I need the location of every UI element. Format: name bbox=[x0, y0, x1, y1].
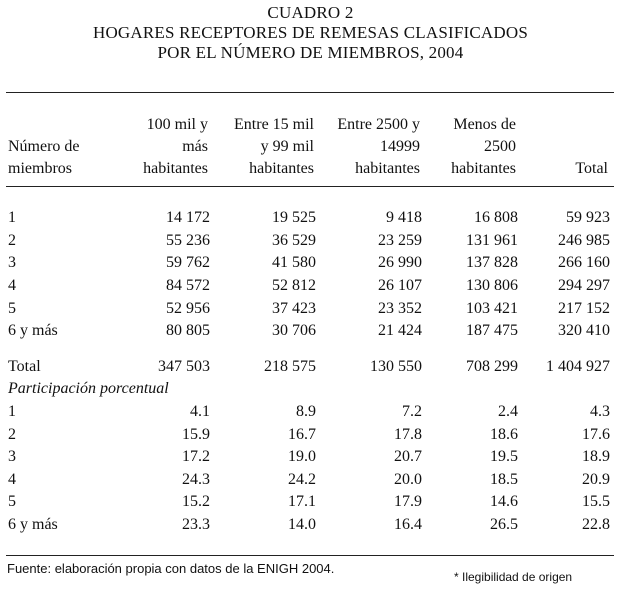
cell: 9 418 bbox=[386, 209, 422, 227]
header-line: 14999 bbox=[380, 138, 420, 155]
cell: 347 503 bbox=[158, 357, 210, 375]
cell: 15.5 bbox=[582, 493, 610, 511]
cell: 14.6 bbox=[490, 493, 518, 511]
table-row bbox=[6, 446, 610, 469]
table-row bbox=[6, 514, 610, 537]
cell: 16.7 bbox=[288, 425, 316, 443]
cell: 59 762 bbox=[166, 254, 210, 272]
cell: 23.3 bbox=[182, 516, 210, 534]
cell: 19 525 bbox=[272, 209, 316, 227]
row-label: 2 bbox=[8, 425, 16, 443]
cell: 187 475 bbox=[466, 322, 518, 340]
header-line: Entre 2500 y bbox=[337, 116, 420, 133]
cell: 130 550 bbox=[370, 357, 422, 375]
cell: 1 404 927 bbox=[546, 357, 610, 375]
bottom-rule bbox=[6, 555, 614, 556]
header-label-line: Número de bbox=[8, 138, 80, 155]
row-label: 2 bbox=[8, 231, 16, 249]
header-line: 100 mil y bbox=[146, 116, 208, 133]
cell: 19.0 bbox=[288, 448, 316, 466]
header-line: Total bbox=[575, 160, 608, 177]
table-row bbox=[6, 423, 610, 446]
cell: 103 421 bbox=[466, 299, 518, 317]
row-label: 1 bbox=[8, 403, 16, 421]
header-2500-14999 bbox=[318, 114, 420, 180]
title-line-2: HOGARES RECEPTORES DE REMESAS CLASIFICADOS bbox=[92, 23, 529, 42]
cell: 130 806 bbox=[466, 277, 518, 295]
cell: 16.4 bbox=[394, 516, 422, 534]
table-row bbox=[6, 230, 610, 253]
cell: 18.6 bbox=[490, 425, 518, 443]
header-line: habitantes bbox=[249, 160, 314, 177]
row-label: 5 bbox=[8, 299, 16, 317]
header-line: 2500 bbox=[484, 138, 516, 155]
row-label: 5 bbox=[8, 493, 16, 511]
table-row bbox=[6, 491, 610, 514]
section-label: Participación porcentual bbox=[8, 380, 169, 398]
cell: 294 297 bbox=[558, 277, 610, 295]
cell: 17.2 bbox=[182, 448, 210, 466]
row-label: 6 y más bbox=[8, 516, 58, 534]
cell: 41 580 bbox=[272, 254, 316, 272]
row-label: 6 y más bbox=[8, 322, 58, 340]
cell: 26.5 bbox=[490, 516, 518, 534]
title-line-1: CUADRO 2 bbox=[267, 3, 354, 22]
header-line: habitantes bbox=[355, 160, 420, 177]
cell: 26 107 bbox=[378, 277, 422, 295]
cell: 17.8 bbox=[394, 425, 422, 443]
cell: 15.2 bbox=[182, 493, 210, 511]
cell: 14 172 bbox=[166, 209, 210, 227]
table-row bbox=[6, 297, 610, 320]
cell: 30 706 bbox=[272, 322, 316, 340]
header-rule bbox=[6, 186, 614, 187]
table-row bbox=[6, 469, 610, 492]
cell: 23 259 bbox=[378, 231, 422, 249]
source-footnote: Fuente: elaboración propia con datos de la ENIGH 2004. bbox=[7, 561, 335, 576]
row-spacer bbox=[6, 343, 610, 356]
cell: 4.1 bbox=[190, 403, 210, 421]
header-line: habitantes bbox=[451, 160, 516, 177]
header-total bbox=[520, 158, 608, 180]
cell: 266 160 bbox=[558, 254, 610, 272]
cell: 24.2 bbox=[288, 470, 316, 488]
cell: 24.3 bbox=[182, 470, 210, 488]
row-label: Total bbox=[8, 357, 41, 375]
cell: 16 808 bbox=[474, 209, 518, 227]
header-number-of-members bbox=[8, 136, 118, 180]
cell: 52 812 bbox=[272, 277, 316, 295]
header-line: y 99 mil bbox=[260, 138, 314, 155]
table-row bbox=[6, 207, 610, 230]
cell: 23 352 bbox=[378, 299, 422, 317]
header-less-2500 bbox=[424, 114, 516, 180]
cell: 137 828 bbox=[466, 254, 518, 272]
cell: 4.3 bbox=[590, 403, 610, 421]
table-title bbox=[0, 3, 621, 63]
cell: 708 299 bbox=[466, 357, 518, 375]
cell: 2.4 bbox=[498, 403, 518, 421]
row-label: 4 bbox=[8, 277, 16, 295]
cell: 18.9 bbox=[582, 448, 610, 466]
header-15k-99k bbox=[212, 114, 314, 180]
cell: 52 956 bbox=[166, 299, 210, 317]
cell: 18.5 bbox=[490, 470, 518, 488]
cell: 7.2 bbox=[402, 403, 422, 421]
top-rule bbox=[6, 92, 614, 93]
table-row bbox=[6, 252, 610, 275]
cell: 320 410 bbox=[558, 322, 610, 340]
header-line: más bbox=[182, 138, 208, 155]
legibility-note: * Ilegibilidad de origen bbox=[454, 570, 573, 584]
row-label: 3 bbox=[8, 448, 16, 466]
cell: 36 529 bbox=[272, 231, 316, 249]
table-row bbox=[6, 320, 610, 343]
row-label: 3 bbox=[8, 254, 16, 272]
cell: 17.6 bbox=[582, 425, 610, 443]
cell: 84 572 bbox=[166, 277, 210, 295]
cell: 37 423 bbox=[272, 299, 316, 317]
header-line: Menos de bbox=[453, 116, 516, 133]
cell: 131 961 bbox=[466, 231, 518, 249]
cell: 80 805 bbox=[166, 322, 210, 340]
cell: 8.9 bbox=[296, 403, 316, 421]
data-table bbox=[6, 207, 610, 536]
cell: 17.9 bbox=[394, 493, 422, 511]
cell: 14.0 bbox=[288, 516, 316, 534]
cell: 20.9 bbox=[582, 470, 610, 488]
cell: 22.8 bbox=[582, 516, 610, 534]
cell: 17.1 bbox=[288, 493, 316, 511]
header-line: habitantes bbox=[143, 160, 208, 177]
cell: 218 575 bbox=[264, 357, 316, 375]
row-label: 1 bbox=[8, 209, 16, 227]
total-row bbox=[6, 356, 610, 379]
cell: 20.0 bbox=[394, 470, 422, 488]
table-row bbox=[6, 275, 610, 298]
row-label: 4 bbox=[8, 470, 16, 488]
header-line: Entre 15 mil bbox=[234, 116, 314, 133]
header-label-line: miembros bbox=[8, 160, 72, 177]
cell: 246 985 bbox=[558, 231, 610, 249]
title-line-3: POR EL NÚMERO DE MIEMBROS, 2004 bbox=[157, 43, 464, 62]
table-row bbox=[6, 401, 610, 424]
section-row bbox=[6, 378, 610, 401]
cell: 26 990 bbox=[378, 254, 422, 272]
cell: 59 923 bbox=[566, 209, 610, 227]
header-100k-plus bbox=[118, 114, 208, 180]
cell: 21 424 bbox=[378, 322, 422, 340]
cell: 19.5 bbox=[490, 448, 518, 466]
cell: 217 152 bbox=[558, 299, 610, 317]
cell: 55 236 bbox=[166, 231, 210, 249]
cell: 20.7 bbox=[394, 448, 422, 466]
cell: 15.9 bbox=[182, 425, 210, 443]
